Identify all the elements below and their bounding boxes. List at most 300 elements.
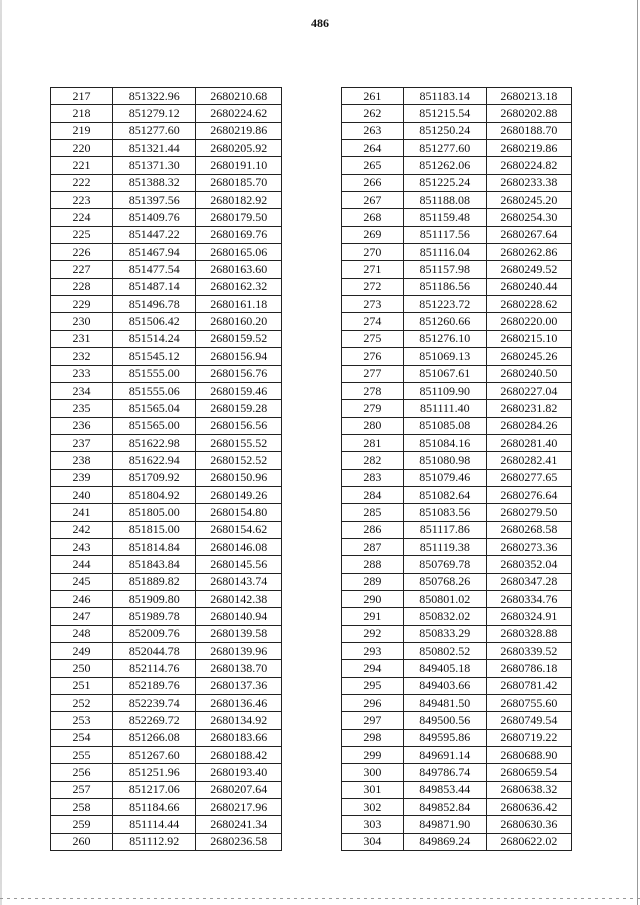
point-number-cell: 245 (51, 573, 113, 590)
point-number-cell: 251 (51, 677, 113, 694)
table-row (51, 348, 282, 365)
y-coordinate-cell: 2680162.32 (196, 278, 282, 295)
y-coordinate-cell: 2680182.92 (196, 192, 282, 209)
x-coordinate-cell: 851514.24 (113, 330, 196, 347)
x-coordinate-cell: 851079.46 (403, 469, 486, 486)
point-number-cell: 256 (51, 764, 113, 781)
y-coordinate-cell: 2680220.00 (486, 313, 571, 330)
table-row (51, 486, 282, 503)
table-row (51, 434, 282, 451)
y-coordinate-cell: 2680159.52 (196, 330, 282, 347)
table-row (342, 261, 572, 278)
y-coordinate-cell: 2680268.58 (486, 521, 571, 538)
point-number-cell: 255 (51, 747, 113, 764)
table-row (51, 469, 282, 486)
point-number-cell: 247 (51, 608, 113, 625)
x-coordinate-cell: 851225.24 (403, 174, 486, 191)
scan-edge-left (0, 0, 2, 905)
table-row (342, 452, 572, 469)
table-row (342, 296, 572, 313)
x-coordinate-cell: 851496.78 (113, 296, 196, 313)
table-row (342, 538, 572, 555)
x-coordinate-cell: 851565.00 (113, 417, 196, 434)
table-row (342, 677, 572, 694)
y-coordinate-cell: 2680137.36 (196, 677, 282, 694)
x-coordinate-cell: 852044.78 (113, 643, 196, 660)
x-coordinate-cell: 850802.52 (403, 643, 486, 660)
y-coordinate-cell: 2680267.64 (486, 226, 571, 243)
x-coordinate-cell: 851487.14 (113, 278, 196, 295)
point-number-cell: 267 (342, 192, 404, 209)
point-number-cell: 301 (342, 781, 404, 798)
table-row (342, 174, 572, 191)
point-number-cell: 231 (51, 330, 113, 347)
y-coordinate-cell: 2680219.86 (196, 122, 282, 139)
x-coordinate-cell: 851371.30 (113, 157, 196, 174)
table-row (51, 712, 282, 729)
x-coordinate-cell: 851223.72 (403, 296, 486, 313)
point-number-cell: 266 (342, 174, 404, 191)
y-coordinate-cell: 2680140.94 (196, 608, 282, 625)
x-coordinate-cell: 852009.76 (113, 625, 196, 642)
table-row (51, 140, 282, 157)
y-coordinate-cell: 2680215.10 (486, 330, 571, 347)
x-coordinate-cell: 851322.96 (113, 88, 196, 105)
table-row (51, 330, 282, 347)
point-number-cell: 230 (51, 313, 113, 330)
table-row (51, 452, 282, 469)
y-coordinate-cell: 2680719.22 (486, 729, 571, 746)
x-coordinate-cell: 851184.66 (113, 799, 196, 816)
x-coordinate-cell: 851109.90 (403, 382, 486, 399)
point-number-cell: 229 (51, 296, 113, 313)
point-number-cell: 285 (342, 504, 404, 521)
x-coordinate-cell: 851279.12 (113, 105, 196, 122)
x-coordinate-cell: 851277.60 (113, 122, 196, 139)
y-coordinate-cell: 2680155.52 (196, 434, 282, 451)
y-coordinate-cell: 2680755.60 (486, 695, 571, 712)
y-coordinate-cell: 2680152.52 (196, 452, 282, 469)
y-coordinate-cell: 2680254.30 (486, 209, 571, 226)
y-coordinate-cell: 2680347.28 (486, 573, 571, 590)
y-coordinate-cell: 2680233.38 (486, 174, 571, 191)
table-row (342, 712, 572, 729)
table-row (51, 313, 282, 330)
y-coordinate-cell: 2680328.88 (486, 625, 571, 642)
y-coordinate-cell: 2680161.18 (196, 296, 282, 313)
table-row (51, 660, 282, 677)
table-row (342, 417, 572, 434)
y-coordinate-cell: 2680224.62 (196, 105, 282, 122)
table-row (51, 538, 282, 555)
x-coordinate-cell: 849869.24 (403, 833, 486, 850)
x-coordinate-cell: 851909.80 (113, 590, 196, 607)
table-row (342, 330, 572, 347)
y-coordinate-cell: 2680659.54 (486, 764, 571, 781)
table-row (51, 382, 282, 399)
x-coordinate-cell: 851112.92 (113, 833, 196, 850)
y-coordinate-cell: 2680156.56 (196, 417, 282, 434)
x-coordinate-cell: 849481.50 (403, 695, 486, 712)
y-coordinate-cell: 2680146.08 (196, 538, 282, 555)
x-coordinate-cell: 851067.61 (403, 365, 486, 382)
x-coordinate-cell: 851276.10 (403, 330, 486, 347)
x-coordinate-cell: 851805.00 (113, 504, 196, 521)
point-number-cell: 235 (51, 400, 113, 417)
x-coordinate-cell: 852239.74 (113, 695, 196, 712)
x-coordinate-cell: 851409.76 (113, 209, 196, 226)
x-coordinate-cell: 851119.38 (403, 538, 486, 555)
y-coordinate-cell: 2680630.36 (486, 816, 571, 833)
x-coordinate-cell: 851804.92 (113, 486, 196, 503)
table-row (51, 504, 282, 521)
table-row (342, 105, 572, 122)
point-number-cell: 241 (51, 504, 113, 521)
table-row (51, 122, 282, 139)
x-coordinate-cell: 851260.66 (403, 313, 486, 330)
table-row (342, 625, 572, 642)
point-number-cell: 264 (342, 140, 404, 157)
table-row (51, 816, 282, 833)
y-coordinate-cell: 2680273.36 (486, 538, 571, 555)
x-coordinate-cell: 851215.54 (403, 105, 486, 122)
point-number-cell: 294 (342, 660, 404, 677)
point-number-cell: 279 (342, 400, 404, 417)
table-row (342, 88, 572, 105)
table-row (342, 382, 572, 399)
x-coordinate-cell: 851114.44 (113, 816, 196, 833)
x-coordinate-cell: 850769.78 (403, 556, 486, 573)
point-number-cell: 303 (342, 816, 404, 833)
x-coordinate-cell: 851186.56 (403, 278, 486, 295)
y-coordinate-cell: 2680324.91 (486, 608, 571, 625)
table-row (51, 833, 282, 850)
y-coordinate-cell: 2680352.04 (486, 556, 571, 573)
table-row (342, 833, 572, 850)
y-coordinate-cell: 2680188.70 (486, 122, 571, 139)
point-number-cell: 237 (51, 434, 113, 451)
table-row (51, 417, 282, 434)
point-number-cell: 268 (342, 209, 404, 226)
x-coordinate-cell: 851082.64 (403, 486, 486, 503)
y-coordinate-cell: 2680185.70 (196, 174, 282, 191)
x-coordinate-cell: 851814.84 (113, 538, 196, 555)
x-coordinate-cell: 852189.76 (113, 677, 196, 694)
x-coordinate-cell: 851555.06 (113, 382, 196, 399)
y-coordinate-cell: 2680138.70 (196, 660, 282, 677)
y-coordinate-cell: 2680282.41 (486, 452, 571, 469)
x-coordinate-cell: 851447.22 (113, 226, 196, 243)
y-coordinate-cell: 2680145.56 (196, 556, 282, 573)
table-row (342, 729, 572, 746)
x-coordinate-cell: 851116.04 (403, 244, 486, 261)
y-coordinate-cell: 2680236.58 (196, 833, 282, 850)
point-number-cell: 282 (342, 452, 404, 469)
table-row (51, 695, 282, 712)
y-coordinate-cell: 2680207.64 (196, 781, 282, 798)
table-row (342, 278, 572, 295)
table-row (51, 781, 282, 798)
table-row (51, 573, 282, 590)
y-coordinate-cell: 2680142.38 (196, 590, 282, 607)
point-number-cell: 243 (51, 538, 113, 555)
x-coordinate-cell: 852269.72 (113, 712, 196, 729)
point-number-cell: 223 (51, 192, 113, 209)
point-number-cell: 298 (342, 729, 404, 746)
point-number-cell: 227 (51, 261, 113, 278)
y-coordinate-cell: 2680240.44 (486, 278, 571, 295)
x-coordinate-cell: 851250.24 (403, 122, 486, 139)
table-row (342, 521, 572, 538)
x-coordinate-cell: 851477.54 (113, 261, 196, 278)
x-coordinate-cell: 851622.98 (113, 434, 196, 451)
coordinates-table-right (341, 87, 572, 851)
point-number-cell: 233 (51, 365, 113, 382)
x-coordinate-cell: 850833.29 (403, 625, 486, 642)
x-coordinate-cell: 850801.02 (403, 590, 486, 607)
table-row (51, 677, 282, 694)
y-coordinate-cell: 2680156.76 (196, 365, 282, 382)
x-coordinate-cell: 849595.86 (403, 729, 486, 746)
point-number-cell: 291 (342, 608, 404, 625)
point-number-cell: 240 (51, 486, 113, 503)
point-number-cell: 300 (342, 764, 404, 781)
x-coordinate-cell: 850768.26 (403, 573, 486, 590)
table-row (342, 643, 572, 660)
point-number-cell: 225 (51, 226, 113, 243)
x-coordinate-cell: 851111.40 (403, 400, 486, 417)
x-coordinate-cell: 851262.06 (403, 157, 486, 174)
y-coordinate-cell: 2680159.28 (196, 400, 282, 417)
table-row (342, 799, 572, 816)
x-coordinate-cell: 851506.42 (113, 313, 196, 330)
table-row (342, 816, 572, 833)
table-row (51, 296, 282, 313)
table-row (51, 226, 282, 243)
point-number-cell: 270 (342, 244, 404, 261)
y-coordinate-cell: 2680284.26 (486, 417, 571, 434)
point-number-cell: 217 (51, 88, 113, 105)
y-coordinate-cell: 2680638.32 (486, 781, 571, 798)
y-coordinate-cell: 2680241.34 (196, 816, 282, 833)
y-coordinate-cell: 2680279.50 (486, 504, 571, 521)
y-coordinate-cell: 2680217.96 (196, 799, 282, 816)
table-row (51, 799, 282, 816)
y-coordinate-cell: 2680183.66 (196, 729, 282, 746)
point-number-cell: 263 (342, 122, 404, 139)
table-row (51, 365, 282, 382)
point-number-cell: 249 (51, 643, 113, 660)
table-row (342, 747, 572, 764)
point-number-cell: 272 (342, 278, 404, 295)
x-coordinate-cell: 851989.78 (113, 608, 196, 625)
y-coordinate-cell: 2680165.06 (196, 244, 282, 261)
point-number-cell: 257 (51, 781, 113, 798)
y-coordinate-cell: 2680277.65 (486, 469, 571, 486)
x-coordinate-cell: 849691.14 (403, 747, 486, 764)
table-row (51, 556, 282, 573)
table-row (342, 556, 572, 573)
y-coordinate-cell: 2680262.86 (486, 244, 571, 261)
point-number-cell: 242 (51, 521, 113, 538)
table-row (342, 434, 572, 451)
table-row (51, 192, 282, 209)
table-row (51, 209, 282, 226)
point-number-cell: 258 (51, 799, 113, 816)
point-number-cell: 302 (342, 799, 404, 816)
table-row (342, 695, 572, 712)
point-number-cell: 265 (342, 157, 404, 174)
x-coordinate-cell: 849852.84 (403, 799, 486, 816)
point-number-cell: 289 (342, 573, 404, 590)
point-number-cell: 296 (342, 695, 404, 712)
table-row (342, 244, 572, 261)
y-coordinate-cell: 2680210.68 (196, 88, 282, 105)
x-coordinate-cell: 851843.84 (113, 556, 196, 573)
y-coordinate-cell: 2680156.94 (196, 348, 282, 365)
y-coordinate-cell: 2680219.86 (486, 140, 571, 157)
x-coordinate-cell: 851277.60 (403, 140, 486, 157)
point-number-cell: 271 (342, 261, 404, 278)
x-coordinate-cell: 851267.60 (113, 747, 196, 764)
point-number-cell: 259 (51, 816, 113, 833)
point-number-cell: 254 (51, 729, 113, 746)
point-number-cell: 246 (51, 590, 113, 607)
point-number-cell: 295 (342, 677, 404, 694)
x-coordinate-cell: 851889.82 (113, 573, 196, 590)
point-number-cell: 287 (342, 538, 404, 555)
y-coordinate-cell: 2680154.62 (196, 521, 282, 538)
x-coordinate-cell: 851815.00 (113, 521, 196, 538)
x-coordinate-cell: 851467.94 (113, 244, 196, 261)
table-row (342, 400, 572, 417)
table-row (342, 192, 572, 209)
point-number-cell: 283 (342, 469, 404, 486)
point-number-cell: 234 (51, 382, 113, 399)
point-number-cell: 239 (51, 469, 113, 486)
point-number-cell: 260 (51, 833, 113, 850)
table-row (342, 469, 572, 486)
y-coordinate-cell: 2680224.82 (486, 157, 571, 174)
table-row (342, 608, 572, 625)
point-number-cell: 220 (51, 140, 113, 157)
x-coordinate-cell: 851622.94 (113, 452, 196, 469)
x-coordinate-cell: 851555.00 (113, 365, 196, 382)
point-number-cell: 290 (342, 590, 404, 607)
x-coordinate-cell: 851084.16 (403, 434, 486, 451)
point-number-cell: 248 (51, 625, 113, 642)
point-number-cell: 262 (342, 105, 404, 122)
y-coordinate-cell: 2680202.88 (486, 105, 571, 122)
x-coordinate-cell: 851388.32 (113, 174, 196, 191)
point-number-cell: 228 (51, 278, 113, 295)
point-number-cell: 286 (342, 521, 404, 538)
y-coordinate-cell: 2680688.90 (486, 747, 571, 764)
point-number-cell: 269 (342, 226, 404, 243)
point-number-cell: 219 (51, 122, 113, 139)
point-number-cell: 277 (342, 365, 404, 382)
table-row (51, 174, 282, 191)
page-number: 486 (311, 16, 329, 30)
y-coordinate-cell: 2680228.62 (486, 296, 571, 313)
y-coordinate-cell: 2680149.26 (196, 486, 282, 503)
y-coordinate-cell: 2680136.46 (196, 695, 282, 712)
table-row (51, 400, 282, 417)
point-number-cell: 238 (51, 452, 113, 469)
point-number-cell: 304 (342, 833, 404, 850)
point-number-cell: 250 (51, 660, 113, 677)
point-number-cell: 273 (342, 296, 404, 313)
x-coordinate-cell: 851069.13 (403, 348, 486, 365)
scan-edge-right (637, 0, 638, 905)
x-coordinate-cell: 851085.08 (403, 417, 486, 434)
y-coordinate-cell: 2680139.58 (196, 625, 282, 642)
y-coordinate-cell: 2680154.80 (196, 504, 282, 521)
point-number-cell: 236 (51, 417, 113, 434)
x-coordinate-cell: 851080.98 (403, 452, 486, 469)
y-coordinate-cell: 2680249.52 (486, 261, 571, 278)
point-number-cell: 280 (342, 417, 404, 434)
table-row (51, 521, 282, 538)
table-row (51, 590, 282, 607)
y-coordinate-cell: 2680786.18 (486, 660, 571, 677)
y-coordinate-cell: 2680231.82 (486, 400, 571, 417)
table-row (51, 261, 282, 278)
x-coordinate-cell: 849403.66 (403, 677, 486, 694)
x-coordinate-cell: 851251.96 (113, 764, 196, 781)
table-row (51, 608, 282, 625)
x-coordinate-cell: 851083.56 (403, 504, 486, 521)
table-row (51, 88, 282, 105)
point-number-cell: 253 (51, 712, 113, 729)
table-row (51, 278, 282, 295)
table-row (342, 157, 572, 174)
x-coordinate-cell: 852114.76 (113, 660, 196, 677)
y-coordinate-cell: 2680781.42 (486, 677, 571, 694)
x-coordinate-cell: 851545.12 (113, 348, 196, 365)
point-number-cell: 297 (342, 712, 404, 729)
point-number-cell: 261 (342, 88, 404, 105)
table-row (51, 625, 282, 642)
y-coordinate-cell: 2680159.46 (196, 382, 282, 399)
x-coordinate-cell: 851565.04 (113, 400, 196, 417)
table-row (342, 348, 572, 365)
y-coordinate-cell: 2680160.20 (196, 313, 282, 330)
y-coordinate-cell: 2680276.64 (486, 486, 571, 503)
x-coordinate-cell: 851709.92 (113, 469, 196, 486)
point-number-cell: 252 (51, 695, 113, 712)
point-number-cell: 218 (51, 105, 113, 122)
x-coordinate-cell: 851266.08 (113, 729, 196, 746)
point-number-cell: 292 (342, 625, 404, 642)
x-coordinate-cell: 851159.48 (403, 209, 486, 226)
x-coordinate-cell: 851117.56 (403, 226, 486, 243)
y-coordinate-cell: 2680163.60 (196, 261, 282, 278)
table-row (51, 157, 282, 174)
y-coordinate-cell: 2680188.42 (196, 747, 282, 764)
x-coordinate-cell: 849853.44 (403, 781, 486, 798)
y-coordinate-cell: 2680193.40 (196, 764, 282, 781)
y-coordinate-cell: 2680245.20 (486, 192, 571, 209)
y-coordinate-cell: 2680139.96 (196, 643, 282, 660)
x-coordinate-cell: 851188.08 (403, 192, 486, 209)
point-number-cell: 275 (342, 330, 404, 347)
x-coordinate-cell: 851217.06 (113, 781, 196, 798)
table-row (342, 781, 572, 798)
y-coordinate-cell: 2680240.50 (486, 365, 571, 382)
y-coordinate-cell: 2680636.42 (486, 799, 571, 816)
table-row (51, 244, 282, 261)
